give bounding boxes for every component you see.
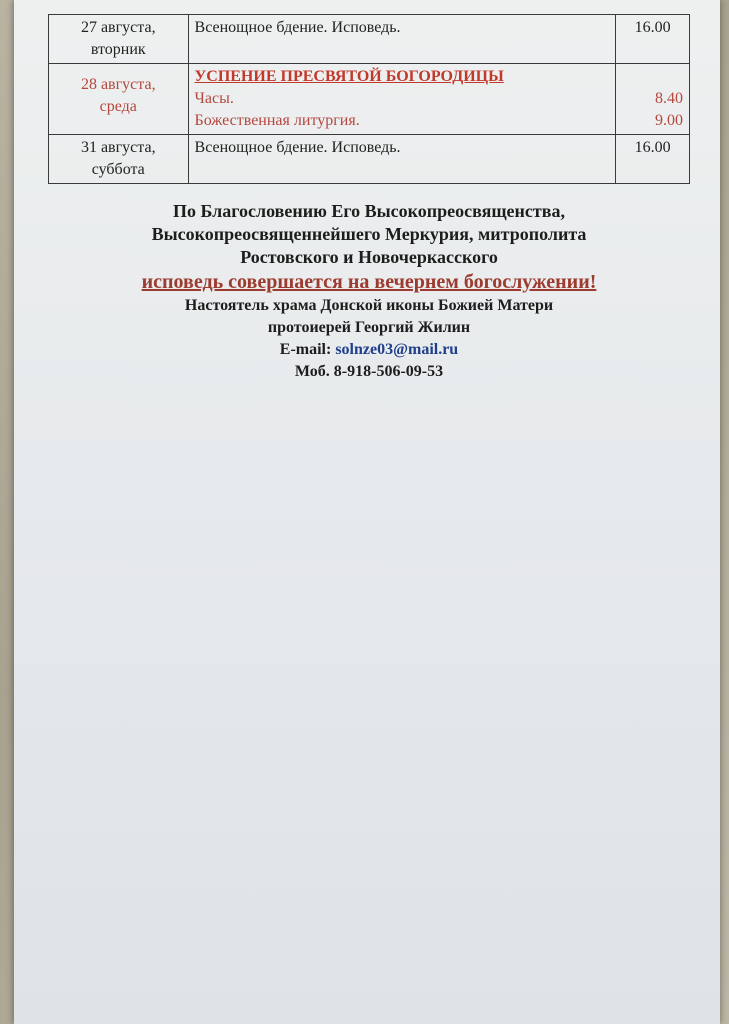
email-line [48,339,690,361]
schedule-date-cell [49,64,189,135]
schedule-time: 8.40 [655,90,683,107]
blessing-line: По Благословению Его Высокопреосвященства, [173,201,565,221]
schedule-weekday: суббота [91,161,145,178]
schedule-date-cell [49,15,189,64]
blessing-line: Высокопреосвященнейшего Меркурия, митрополита [151,224,587,244]
notice-block [48,200,690,383]
schedule-time-cell [616,135,690,184]
table-row [49,15,690,64]
email-link[interactable]: solnze03@mail.ru [335,341,459,358]
schedule-service: Всенощное бдение. Исповедь. [194,139,401,156]
schedule-time: 16.00 [634,139,671,156]
schedule-date-cell [49,135,189,184]
table-row [49,135,690,184]
schedule-service-cell [188,15,616,64]
schedule-service-cell [188,135,616,184]
schedule-date: 31 августа, [80,139,156,156]
schedule-weekday: среда [99,98,137,115]
schedule-weekday: вторник [90,41,146,58]
phone-line: Моб. 8-918-506-09-53 [294,363,444,380]
schedule-time-cell [616,15,690,64]
schedule-service: Всенощное бдение. Исповедь. [194,19,401,36]
schedule-date: 28 августа, [80,76,156,93]
schedule-time-cell [616,64,690,135]
schedule-service: Часы. [194,90,234,107]
confession-note: исповедь совершается на вечернем богослужении! [141,271,597,293]
document-page [14,0,720,1024]
blessing-line: Ростовского и Новочеркасского [240,247,498,267]
feast-title: УСПЕНИЕ ПРЕСВЯТОЙ БОГОРОДИЦЫ [194,68,504,85]
schedule-service-cell [188,64,616,135]
schedule-date: 27 августа, [80,19,156,36]
table-row [49,64,690,135]
schedule-service: Божественная литургия. [194,112,360,129]
email-label: E-mail: [279,341,332,358]
rector-line: Настоятель храма Донской иконы Божией Матери [184,297,554,314]
rector-name: протоиерей Георгий Жилин [267,319,471,336]
service-schedule-table [48,14,690,184]
schedule-time: 16.00 [634,19,671,36]
schedule-time: 9.00 [655,112,683,129]
